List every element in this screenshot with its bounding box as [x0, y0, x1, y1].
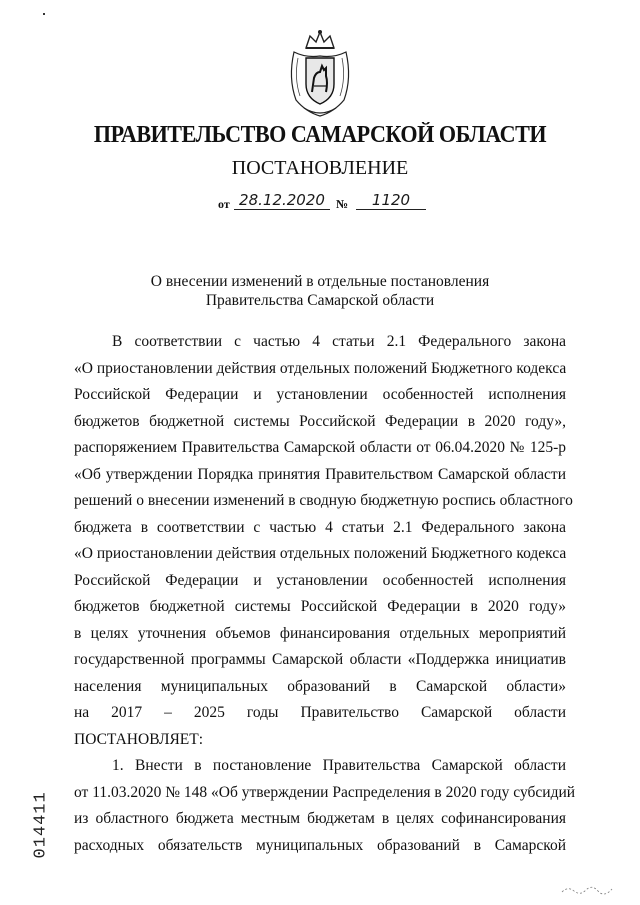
body-line: решений о внесении изменений в сводную бюджетную роспись областного: [74, 492, 573, 509]
body-line: расходных обязательств муниципальных образований в Самарской: [74, 836, 566, 854]
body-line: «О приостановлении действия отдельных положений Бюджетного кодекса: [74, 545, 567, 562]
corner-scribble-mark: [560, 880, 620, 896]
handwritten-number: 1120: [356, 191, 426, 210]
body-line: бюджета в соответствии с частью 4 статьи 2.1 Федерального закона: [74, 518, 566, 536]
subject-line: О внесении изменений в отдельные постановления: [150, 273, 490, 290]
body-line: на 2017 – 2025 годы Правительство Самарской области: [74, 704, 566, 721]
government-title: ПРАВИТЕЛЬСТВО САМАРСКОЙ ОБЛАСТИ: [93, 122, 547, 148]
body-line: населения муниципальных образований в Самарской области»: [74, 677, 566, 695]
handwritten-date: 28.12.2020: [234, 191, 330, 210]
document-subject: [0, 272, 640, 310]
scan-speck: [43, 13, 45, 15]
body-line: от 11.03.2020 № 148 «Об утверждении Распределения в 2020 году субсидий: [74, 783, 576, 801]
document-body: [74, 329, 576, 859]
body-line: Российской Федерации и установлении особенностей исполнения: [74, 571, 566, 589]
document-type: ПОСТАНОВЛЕНИЕ: [231, 157, 409, 179]
body-line: «О приостановлении действия отдельных положений Бюджетного кодекса: [74, 359, 567, 377]
body-line-resolves: ПОСТАНОВЛЯЕТ:: [74, 730, 204, 748]
body-line: из областного бюджета местным бюджетам в целях софинансирования: [74, 810, 566, 827]
body-line: государственной программы Самарской области «Поддержка инициатив: [74, 651, 566, 668]
samara-coat-of-arms-icon: [286, 28, 354, 118]
body-line: бюджетов бюджетной системы Российской Федерации в 2020 году»: [74, 598, 566, 615]
date-prefix: от: [218, 197, 230, 211]
body-line: распоряжением Правительства Самарской области от 06.04.2020 № 125-р: [74, 439, 566, 456]
body-line: «Об утверждении Порядка принятия Правительством Самарской области: [74, 465, 566, 483]
number-label: №: [336, 197, 349, 211]
serial-number-text: 014411: [31, 791, 51, 859]
subject-line: Правительства Самарской области: [205, 292, 435, 309]
margin-serial-number: [31, 791, 51, 859]
body-line: бюджетов бюджетной системы Российской Федерации в 2020 году»,: [74, 412, 566, 430]
date-and-number-line: [218, 191, 428, 215]
body-line: Российской Федерации и установлении особенностей исполнения: [74, 386, 566, 403]
body-line: в целях уточнения объемов финансирования отдельных мероприятий: [74, 624, 566, 642]
body-line: В соответствии с частью 4 статьи 2.1 Федерального закона: [112, 333, 566, 350]
body-line: 1. Внести в постановление Правительства Самарской области: [112, 757, 566, 774]
